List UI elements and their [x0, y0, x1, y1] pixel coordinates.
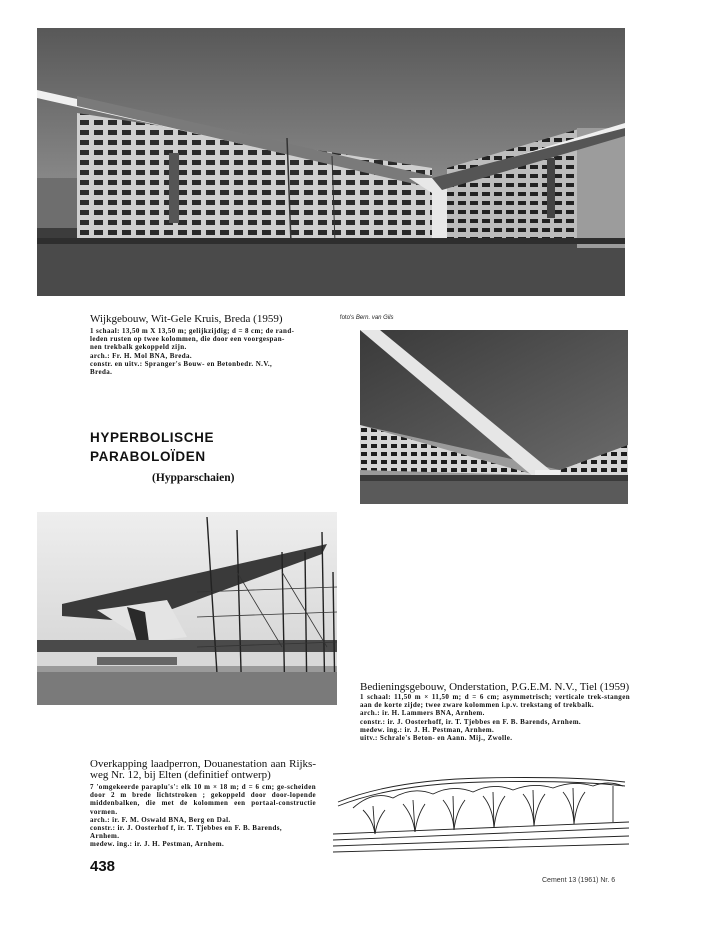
heading-line-2: PARABOLOÏDEN — [90, 449, 206, 464]
caption-breda-line: constr. en uitv.: Spranger's Bouw- en Betonbedr. N.V., — [90, 359, 273, 368]
caption-breda-title: Wijkgebouw, Wit-Gele Kruis, Breda (1959) — [90, 313, 283, 325]
sketch-umbrella-canopy — [333, 762, 629, 858]
caption-breda-line: 1 schaal: 13,50 m X 13,50 m; gelijkzijdig; d = 8 cm; de rand- — [90, 327, 295, 335]
caption-elten-body — [90, 783, 316, 849]
caption-elten-line: medew. ing.: ir. J. H. Pestman, Arnhem. — [90, 840, 225, 849]
heading-line-1: HYPERBOLISCHE — [90, 430, 215, 445]
photo-credit-prefix: foto's — [340, 315, 356, 321]
photo-credit — [340, 315, 394, 321]
caption-tiel-line: constr.: ir. J. Oosterhoff, ir. T. Tjebbes en F. B. Barends, Arnhem. — [360, 717, 582, 726]
photo-overkapping-elten — [37, 512, 337, 705]
caption-elten-line: arch.: ir. F. M. Oswald BNA, Berg en Dal. — [90, 815, 231, 824]
caption-breda-line: arch.: Fr. H. Mol BNA, Breda. — [90, 351, 193, 360]
caption-tiel-line: medew. ing.: ir. J. H. Pestman, Arnhem. — [360, 725, 495, 734]
photo-bedieningsgebouw-tiel — [360, 330, 628, 504]
caption-elten-line: constr.: ir. J. Oosterhof f, ir. T. Tjebbes en F. B. Barends, — [90, 824, 283, 833]
caption-breda-line: nen trekbalk gekoppeld zijn. — [90, 343, 187, 352]
journal-footer: Cement 13 (1961) Nr. 6 — [542, 877, 616, 884]
section-heading — [90, 428, 214, 466]
caption-tiel-title: Bedieningsgebouw, Onderstation, P.G.E.M. N.V., Tiel (1959) — [360, 681, 630, 693]
caption-tiel-description: 1 schaal: 11,50 m × 11,50 m; d = 6 cm; asymmetrisch; verticale trek-stangen aan de korte zijde; twee zware kolommen i.p.v. trekstang of trekbalk. — [360, 693, 630, 710]
caption-tiel-line: uitv.: Schrale's Beton- en Aann. Mij., Zwolle. — [360, 734, 513, 743]
section-subheading: (Hypparschaien) — [152, 472, 235, 484]
caption-elten-title: Overkapping laadperron, Douanestation aan Rijks-weg Nr. 12, bij Elten (definitief ontwerp) — [90, 758, 316, 781]
caption-tiel-line: arch.: ir. H. Lammers BNA, Arnhem. — [360, 709, 485, 718]
caption-breda-line: Breda. — [90, 368, 113, 377]
photo-wijkgebouw-breda — [37, 28, 625, 296]
caption-tiel-body — [360, 693, 630, 742]
caption-elten-line: Arnhem. — [90, 832, 120, 841]
photo-credit-name: Bern. van Gils — [355, 315, 394, 321]
caption-breda-line: leden rusten op twee kolommen, die door een voorgespan- — [90, 335, 285, 344]
caption-elten-description: 7 'omgekeerde paraplu's': elk 10 m × 18 m; d = 6 cm; ge-scheiden door 2 m brede lichtstroken ; gekoppeld door door-lopende middenbalken, die met de kolommen een portaal-constructie vormen. — [90, 783, 316, 816]
page-number: 438 — [90, 858, 116, 875]
caption-breda-body — [90, 327, 330, 376]
